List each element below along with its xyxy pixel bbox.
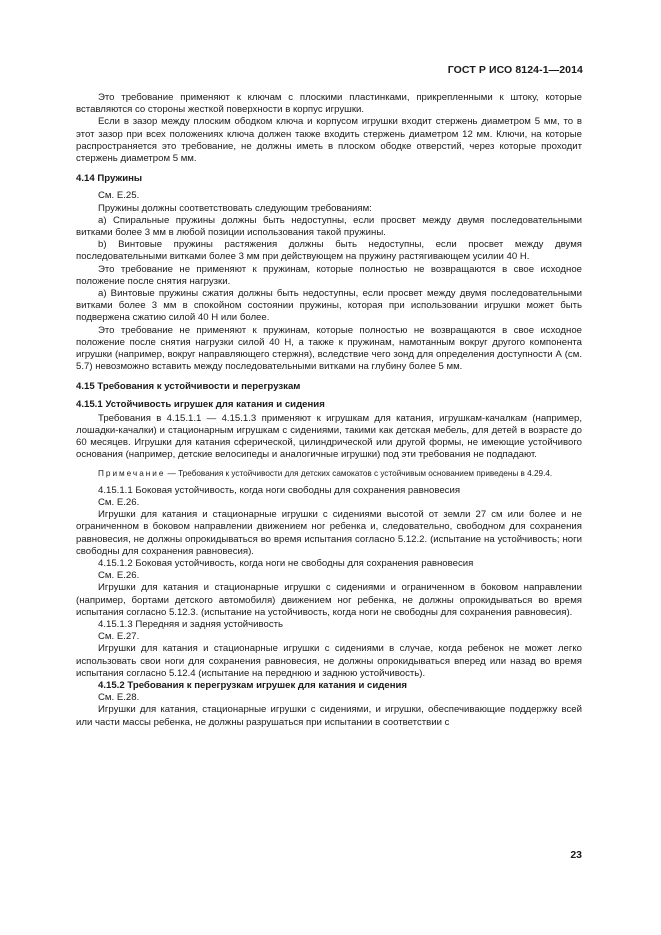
note-label: Примечание (98, 468, 166, 478)
list-item: b) Винтовые пружины растяжения должны быть недоступны, если просвет между двумя последовательными витками более 3 мм при действующем на пружину растягивающем усилии 40 Н. (76, 239, 582, 263)
paragraph: См. Е.26. (98, 570, 140, 582)
paragraph: Игрушки для катания и стационарные игрушки с сидениями в случае, когда ребенок не может легко использовать свои ноги для сохранения равновесия, не должны опрокидываться вперед или назад во время испытания согласно 5.12.4 (испытание на переднюю и заднюю устойчивость). (76, 643, 582, 679)
paragraph: Это требование не применяют к пружинам, которые полностью не возвращаются в свое исходное положение после снятия нагрузки. (76, 263, 582, 287)
paragraph: Игрушки для катания, стационарные игрушки с сидениями, и игрушки, обеспечивающие поддержку всей или части массы ребенка, не должны разрушаться при испытании в соответствии с (76, 704, 582, 728)
paragraph: Требования в 4.15.1.1 — 4.15.1.3 применяют к игрушкам для катания, игрушкам-качалкам (например, лошадки-качалки) и стационарным игрушкам с сидениями, такими как детская мебель, для детей в возрасте до 60 месяцев. Игрушки для катания сферической, цилиндрической или другой формы, не имеющие устойчивого основания (например, детские велосипеды и аналогичные игрушки) под эти требования не подпадают. (76, 412, 582, 461)
note (76, 468, 582, 479)
paragraph: Это требование не применяют к пружинам, которые полностью не возвращаются в свое исходное положение после снятия нагрузки силой 40 Н, а также к пружинам, намотанным вокруг другого компонента игрушки (например, вокруг направляющего стержня), вследствие чего зонд для определения доступности А (см. 5.7) невозможно вставить между последовательными витками на глубину более 5 мм. (76, 324, 582, 373)
document-body (76, 92, 582, 729)
paragraph: См. Е.28. (98, 692, 140, 704)
list-item: а) Винтовые пружины сжатия должны быть недоступны, если просвет между двумя последовательными витками более 3 мм в спокойном состоянии пружины, которая при использовании игрушки может быть подвержена сжатию силой 40 Н или более. (76, 288, 582, 324)
page-number: 23 (570, 849, 582, 861)
clause-heading: 4.15.1.2 Боковая устойчивость, когда ноги не свободны для сохранения равновесия (98, 557, 474, 569)
paragraph: Пружины должны соответствовать следующим требованиям: (98, 202, 372, 214)
subsection-heading-4-15-1: 4.15.1 Устойчивость игрушек для катания и сидения (76, 398, 325, 410)
paragraph: Игрушки для катания и стационарные игрушки с сидениями высотой от земли 27 см или более и не ограниченном в боковом направлении движением ног ребенка и, следовательно, свободном для сохранения равновесия, не должны опрокидываться во время испытания согласно 5.12.2. (испытание на устойчивость; ноги свободны для сохранения равновесия). (76, 509, 582, 557)
list-item: а) Спиральные пружины должны быть недоступны, если просвет между двумя последовательными витками более 3 мм в любой позиции использования такой пружины. (76, 214, 582, 239)
paragraph: См. Е.27. (98, 631, 140, 643)
clause-heading: 4.15.1.3 Передняя и задняя устойчивость (98, 618, 284, 630)
subsection-heading-4-15-2: 4.15.2 Требования к перегрузкам игрушек для катания и сидения (98, 679, 407, 691)
paragraph: Игрушки для катания и стационарные игрушки с сидениями и ограниченном в боковом направлении (например, бортами детского автомобиля) движением ног ребенка, не должны опрокидываться во время испытания согласно 5.12.3. (испытание на устойчивость, когда ноги не свободны для сохранения равновесия). (76, 582, 582, 618)
clause-heading: 4.15.1.1 Боковая устойчивость, когда ноги свободны для сохранения равновесия (98, 484, 461, 496)
note-text: — Требования к устойчивости для детских самокатов с устойчивым основанием приведены в 4.29.4. (167, 468, 553, 478)
paragraph: Если в зазор между плоским ободком ключа и корпусом игрушки входит стержень диаметром 5 мм, то в этот зазор при всех положениях ключа должен также входить стержень диаметром 12 мм. Ключи, на которые распространяется это требование, не должны иметь в плоском ободке отверстий, через которые проходит стержень диаметром 5 мм. (76, 116, 582, 165)
paragraph: См. Е.25. (98, 190, 140, 202)
section-heading-4-15: 4.15 Требования к устойчивости и перегрузкам (76, 381, 301, 393)
paragraph: См. Е.26. (98, 496, 140, 508)
paragraph: Это требование применяют к ключам с плоскими пластинками, прикрепленными к штоку, которые вставляются со стороны жесткой поверхности в корпус игрушки. (76, 92, 582, 116)
document-header: ГОСТ Р ИСО 8124-1—2014 (447, 64, 583, 76)
section-heading-4-14: 4.14 Пружины (76, 173, 143, 185)
